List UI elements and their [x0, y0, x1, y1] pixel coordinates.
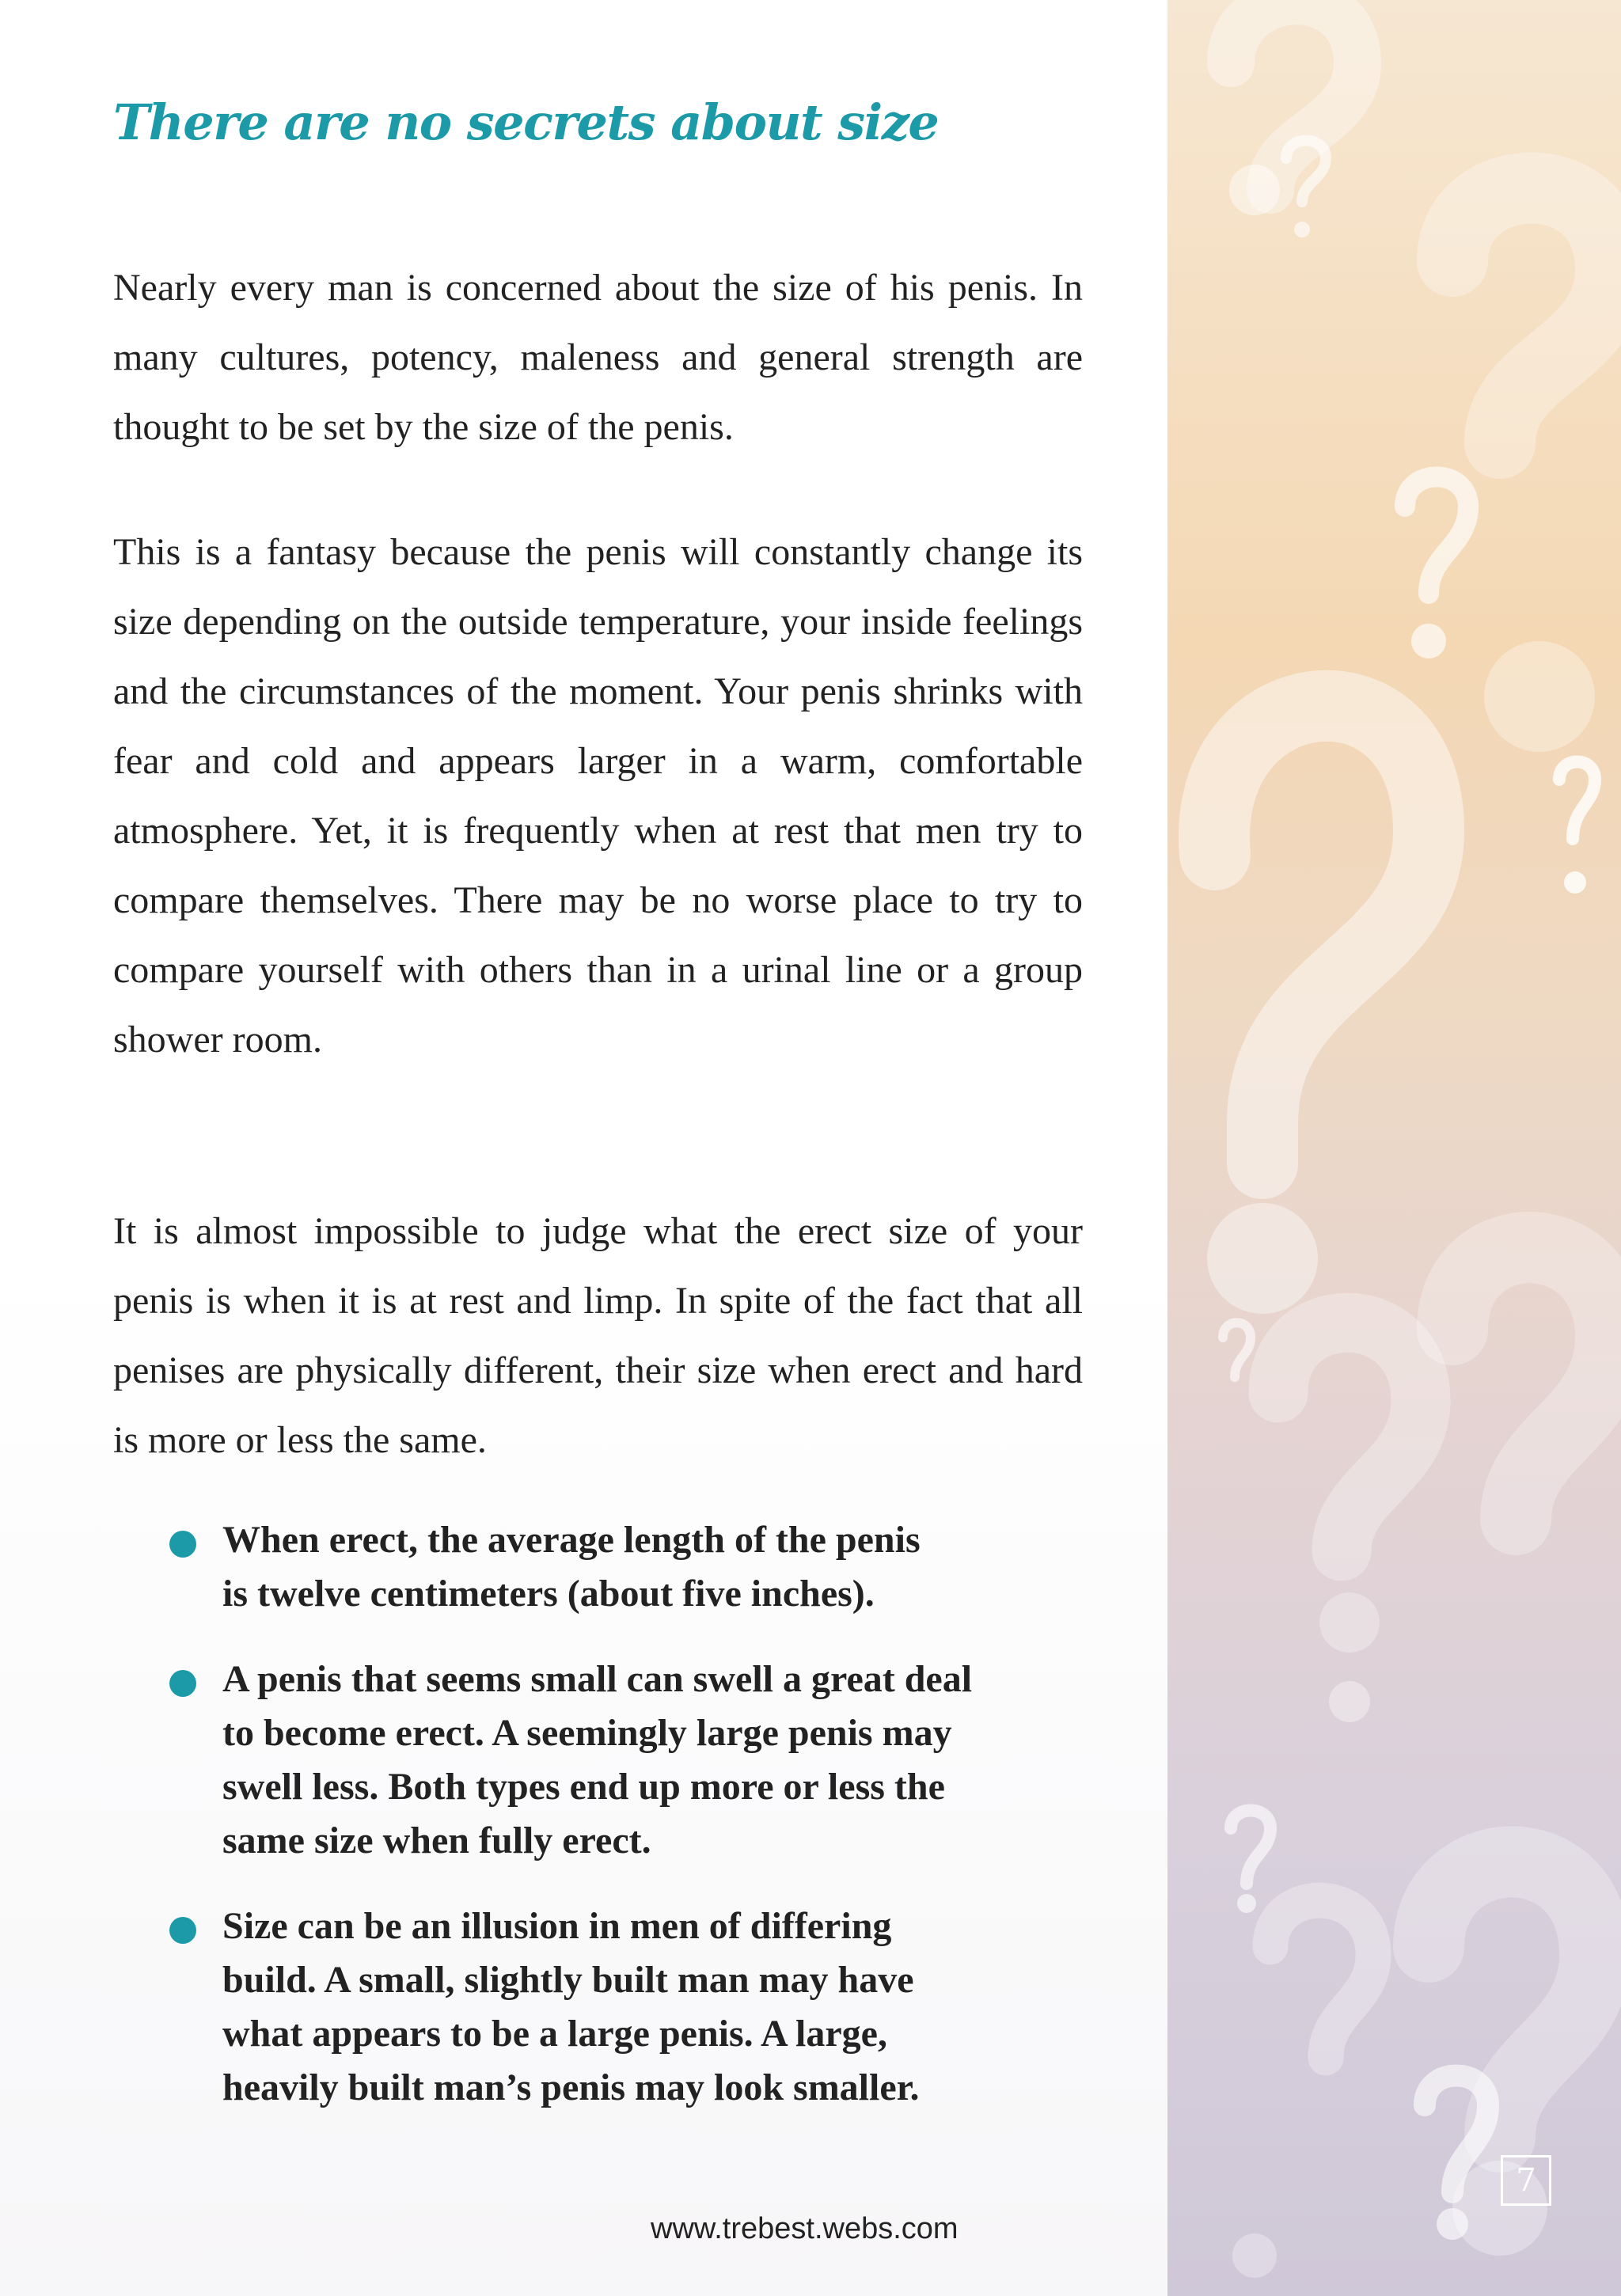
question-mark-icon — [1429, 1862, 1595, 2138]
body-paragraph: This is a fantasy because the penis will constantly change its size depending on the outside temperature, your inside feelings and the circumstances of the moment. Your penis shrinks with fear and cold and appears larger in a warm, comfortable atmosphere. Yet, it is frequently when at rest that men try to compare themselves. There may be no worse place to try to compare yourself with others than in a urinal line or a group shower room. — [113, 531, 1083, 1061]
bullet-line: swell less. Both types end up more or less the — [222, 1766, 945, 1808]
bullet-line: When erect, the average length of the penis — [222, 1519, 921, 1561]
question-mark-icon — [1231, 1811, 1270, 1884]
bullet-dot-icon — [169, 1531, 196, 1558]
question-mark-icon — [1278, 1323, 1421, 1551]
bullet-line: heavily built man’s penis may look smaller. — [222, 2066, 920, 2108]
decorative-side-panel — [1167, 0, 1621, 2296]
question-mark-pattern — [1167, 0, 1621, 2296]
bullet-item — [166, 1653, 1100, 1868]
bullet-line: to become erect. A seemingly large penis may — [222, 1712, 952, 1754]
body-paragraph: It is almost impossible to judge what the erect size of your penis is when it is at rest and limp. In spite of the fact that all penises are physically different, their size when erect and hard is more or less the same. — [113, 1210, 1083, 1461]
question-mark-icon — [1452, 1247, 1611, 1520]
question-mark-icon — [1559, 762, 1595, 840]
bullet-line: A penis that seems small can swell a great deal — [222, 1658, 973, 1700]
website-url[interactable]: www.trebest.webs.com — [651, 2212, 959, 2245]
bullet-line: what appears to be a large penis. A large, — [222, 2013, 887, 2055]
question-mark-icon — [1405, 477, 1468, 594]
question-mark-icon — [1214, 706, 1429, 1163]
bullet-list — [166, 1513, 1100, 2146]
bullet-dot-icon — [169, 1917, 196, 1944]
bullet-item — [166, 1899, 1100, 2115]
bullet-item — [166, 1513, 1100, 1621]
bullet-line: Size can be an illusion in men of differing — [222, 1905, 892, 1947]
question-mark-icon — [1452, 188, 1611, 444]
body-paragraph: Nearly every man is concerned about the size of his penis. In many cultures, potency, maleness and general strength are thought to be set by the size of the penis. — [113, 267, 1083, 448]
bullet-dot-icon — [169, 1670, 196, 1697]
bullet-line: same size when fully erect. — [222, 1820, 651, 1861]
question-mark-icon — [1223, 1323, 1251, 1377]
bullet-line: build. A small, slightly built man may have — [222, 1959, 914, 2001]
bullet-line: is twelve centimeters (about five inches). — [222, 1573, 875, 1615]
page-title: There are no secrets about size — [113, 93, 939, 151]
page-number: 7 — [1501, 2155, 1551, 2206]
question-mark-icon — [1270, 1900, 1373, 2058]
question-mark-icon — [1231, 1, 1357, 190]
